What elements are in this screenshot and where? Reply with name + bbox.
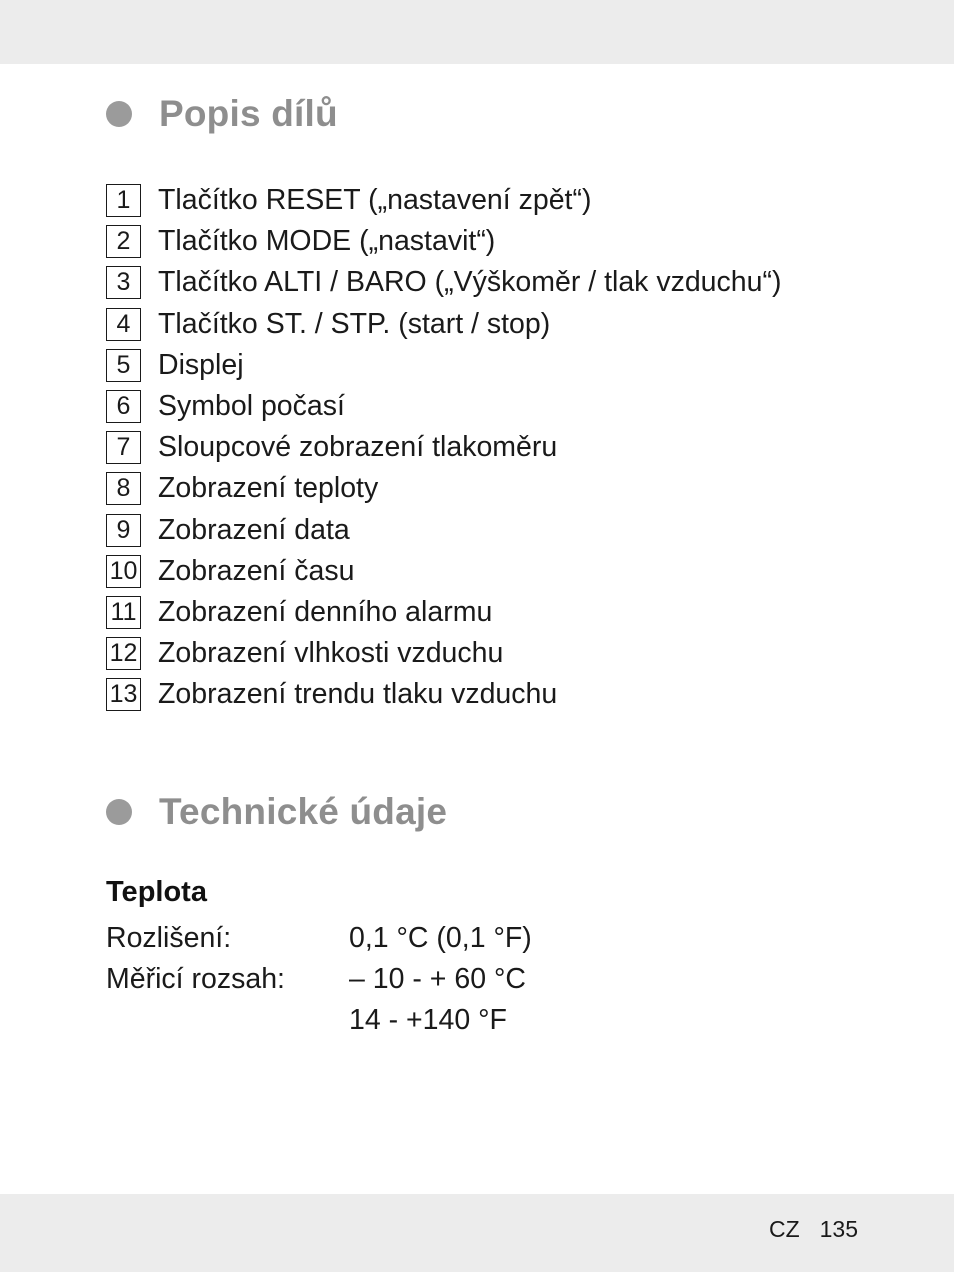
part-label: Symbol počasí [158,390,345,423]
part-number-box: 9 [106,514,141,547]
part-label: Tlačítko ALTI / BARO („Výškoměr / tlak vzduchu“) [158,266,782,299]
section-title: Popis dílů [159,93,338,134]
spec-value: 14 - +140 °F [349,1003,507,1036]
part-number-box: 11 [106,596,141,629]
spec-row [106,1000,507,1040]
part-number-box: 6 [106,390,141,423]
part-number-box: 5 [106,349,141,382]
section-heading-tech [106,787,447,837]
list-item [106,221,781,262]
list-item [106,633,781,674]
part-label: Zobrazení vlhkosti vzduchu [158,637,504,670]
part-number-box: 12 [106,637,141,670]
top-band [0,0,954,64]
part-label: Sloupcové zobrazení tlakoměru [158,431,558,464]
spec-value: – 10 - + 60 °C [349,962,526,995]
list-item [106,468,781,509]
list-item [106,592,781,633]
part-label: Tlačítko RESET („nastavení zpět“) [158,184,592,217]
part-number-box: 2 [106,225,141,258]
list-item [106,180,781,221]
part-label: Zobrazení data [158,513,350,546]
list-item [106,304,781,345]
part-number-box: 10 [106,555,141,588]
section-heading-parts [106,89,338,139]
language-code: CZ [768,1216,800,1242]
part-label: Zobrazení teploty [158,472,379,505]
part-label: Zobrazení trendu tlaku vzduchu [158,678,558,711]
page-footer [769,1216,858,1243]
list-item [106,262,781,303]
spec-row [106,918,532,958]
page-number: 135 [819,1216,858,1242]
part-label: Tlačítko MODE („nastavit“) [158,225,496,258]
part-label: Zobrazení denního alarmu [158,595,493,628]
parts-list [106,180,781,715]
part-number-box: 1 [106,184,141,217]
spec-label: Rozlišení: [106,921,232,954]
list-item [106,674,781,715]
list-item [106,551,781,592]
part-number-box: 13 [106,678,141,711]
section-title: Technické údaje [159,791,448,832]
bullet-icon [106,101,132,127]
list-item [106,345,781,386]
list-item [106,510,781,551]
part-number-box: 4 [106,308,141,341]
part-label: Displej [158,348,244,381]
list-item [106,427,781,468]
part-number-box: 3 [106,266,141,299]
part-label: Tlačítko ST. / STP. (start / stop) [158,307,551,340]
part-label: Zobrazení času [158,554,355,587]
spec-value: 0,1 °C (0,1 °F) [349,921,532,954]
spec-label: Měřicí rozsah: [106,962,285,995]
temperature-heading: Teplota [106,876,207,908]
list-item [106,386,781,427]
spec-row [106,959,526,999]
part-number-box: 8 [106,472,141,505]
part-number-box: 7 [106,431,141,464]
bullet-icon [106,799,132,825]
